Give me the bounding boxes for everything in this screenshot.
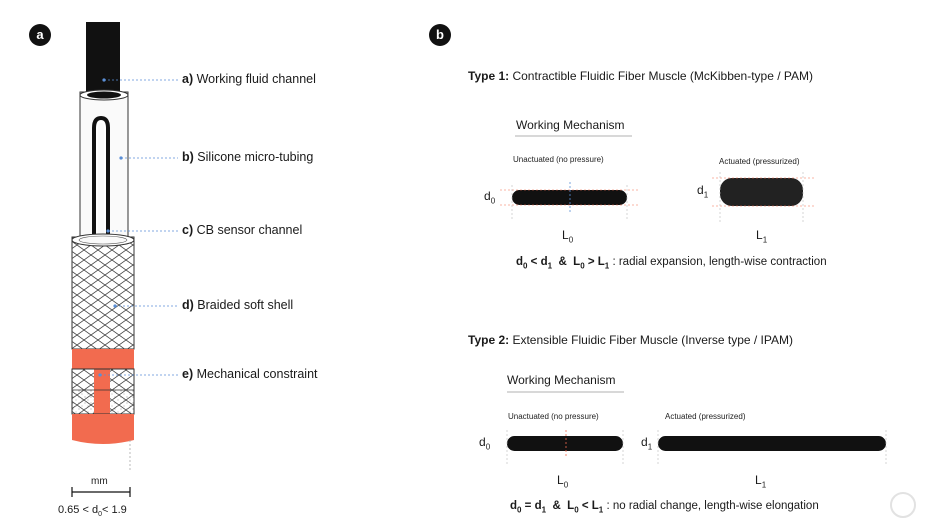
type2-title: Type 2: Extensible Fluidic Fiber Muscle (Inverse type / IPAM) (468, 333, 794, 347)
watermark-icon (891, 493, 915, 517)
type2-actuated-fiber (658, 436, 886, 451)
scale-bar (72, 487, 130, 497)
type1-actuated-fiber (720, 178, 803, 206)
type1-actuated-label: Actuated (pressurized) (719, 157, 800, 166)
type2-diagram (507, 392, 886, 466)
type1-d1: $d_1$ (697, 183, 709, 200)
type2-equation: $d_0 = d_1$ & $L_0 < L_1$ : no radial change, length-wise elongation (510, 500, 819, 515)
type2-actuated-label: Actuated (pressurized) (665, 412, 746, 421)
type2-unactuated-label: Unactuated (no pressure) (508, 412, 599, 421)
silicone-tubing (80, 92, 128, 252)
type1-L1: $L_1$ (756, 228, 768, 245)
type2-equation-bold: $d_0 = d_1$ & $L_0 < L_1$ (510, 500, 604, 515)
panel-b-badge: b (429, 24, 451, 46)
type1-title: Type 1: Contractible Fluidic Fiber Muscle (McKibben-type / PAM) (468, 69, 814, 83)
type1-diagram (500, 136, 815, 222)
type2-L1: $L_1$ (755, 473, 767, 490)
label-mechanical-constraint: e) Mechanical constraint (182, 367, 318, 381)
type2-d0: $d_0$ (479, 435, 491, 452)
type1-unactuated-label: Unactuated (no pressure) (513, 155, 604, 164)
panel-a-badge: a (29, 24, 51, 46)
type1-d0: $d_0$ (484, 189, 496, 206)
label-braided-soft-shell: d) Braided soft shell (182, 298, 294, 312)
label-working-fluid-channel: a) Working fluid channel (182, 72, 316, 86)
diameter-range: $0.65 < d_0< 1.9$ (58, 504, 127, 519)
type1-equation: $d_0 < d_1$ & $L_0 > L_1$ : radial expansion, length-wise contraction (516, 256, 827, 271)
constraint-top (72, 349, 134, 369)
scale-unit: mm (91, 476, 108, 487)
type1-mechanism-heading: Working Mechanism (516, 118, 625, 132)
type2-unactuated-fiber (507, 436, 623, 451)
type2-mechanism-heading: Working Mechanism (507, 373, 616, 387)
constraint-stem (94, 369, 110, 414)
type1-L0: $L_0$ (562, 228, 574, 245)
type1-equation-bold: $d_0 < d_1$ & $L_0 > L_1$ (516, 256, 610, 271)
constraint-bottom (72, 414, 134, 444)
type2-d1: $d_1$ (641, 435, 653, 452)
label-silicone-micro-tubing: b) Silicone micro-tubing (182, 150, 314, 164)
type2-L0: $L_0$ (557, 473, 569, 490)
label-cb-sensor-channel: c) CB sensor channel (182, 223, 303, 237)
type1-unactuated-fiber (512, 190, 627, 205)
fiber-illustration (72, 22, 134, 470)
